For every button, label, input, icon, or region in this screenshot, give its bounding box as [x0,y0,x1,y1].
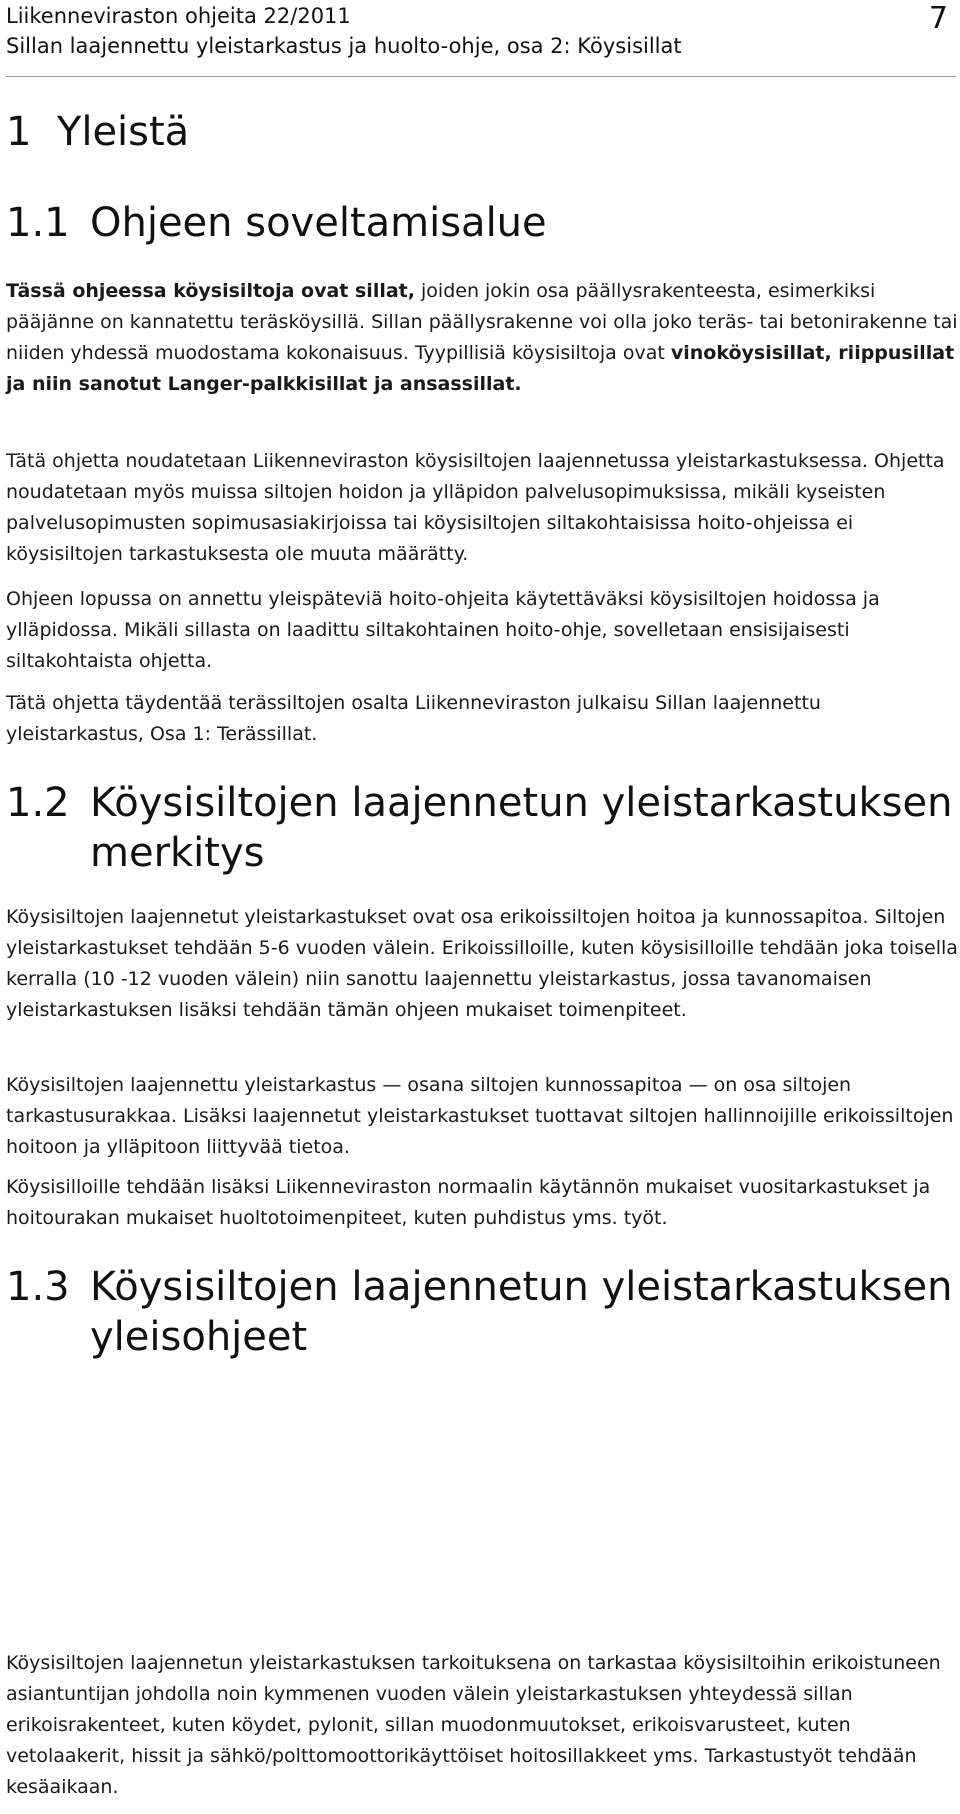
chapter-heading [6,108,189,156]
page-number: 7 [928,1,948,36]
section-1-3-title-line-2: yleisohjeet [90,1314,308,1360]
section-1-2-heading [6,778,956,878]
section-1-1-paragraph-2: Tätä ohjetta noudatetaan Liikenneviraston köysisiltojen laajennetussa yleistarkastuksessa. Ohjetta noudatetaan myös muissa siltojen hoidon ja ylläpidon palvelusopimuksissa, mikäli kyseisten palvelusopimusten sopimusasiakirjoissa tai köysisiltojen siltakohtaisissa hoito-ohjeissa ei köysisiltojen tarkastuksesta ole muuta määrätty. [6,450,945,565]
scope-definition-text: joiden jokin osa päällysrakenteesta, esimerkiksi pääjänne on kannatettu teräsköysillä. Sillan päällysrakenne voi olla joko teräs- tai betonirakenne tai niiden yhdessä muodostama kokonaisuus. Tyypillisiä köysisiltoja ovat [6,280,958,364]
section-1-2-paragraph-2: Köysisiltojen laajennettu yleistarkastus — osana siltojen kunnossapitoa — on osa siltojen tarkastusurakkaa. Lisäksi laajennetut yleistarkastukset tuottavat siltojen hallinnoijille erikoissiltojen hoitoon ja ylläpitoon liittyvää tietoa. [6,1074,954,1158]
section-1-2-title-line-2: merkitys [90,830,265,876]
section-1-2-title-line-1: Köysisiltojen laajennetun yleistarkastuksen [90,780,953,826]
section-1-1-paragraph-3: Ohjeen lopussa on annettu yleispäteviä hoito-ohjeita käytettäväksi köysisiltojen hoidossa ja ylläpidossa. Mikäli sillasta on laadittu siltakohtainen hoito-ohje, sovelletaan ensisijaisesti siltakohtaista ohjetta. [6,588,880,672]
publication-title: Liikenneviraston ohjeita 22/2011 [6,4,351,28]
section-1-3-paragraph-1: Köysisiltojen laajennetun yleistarkastuksen tarkoituksena on tarkastaa köysisiltoihin erikoistuneen asiantuntijan johdolla noin kymmenen vuoden välein yleistarkastuksen yhteydessä sillan erikoisrakenteet, kuten köydet, pylonit, sillan muodonmuutokset, erikoisvarusteet, kuten vetolaakerit, hissit ja sähkö/polttomoottorikäyttöiset hoitosillakkeet yms. Tarkastustyöt tehdään kesäaikaan. [6,1652,941,1798]
section-1-1-title: Ohjeen soveltamisalue [90,200,547,246]
section-1-3-number: 1.3 [6,1264,70,1310]
chapter-number: 1 [6,109,32,155]
page-header [6,0,956,82]
bridge-types-bold: vinoköysisillat, riippusillat ja niin sanotut Langer-palkkisillat ja ansassillat. [6,342,955,395]
chapter-title: Yleistä [56,109,190,155]
document-subtitle: Sillan laajennettu yleistarkastus ja huolto-ohje, osa 2: Köysisillat [6,34,682,58]
section-1-2-paragraph-3: Köysisilloille tehdään lisäksi Liikenneviraston normaalin käytännön mukaiset vuositarkastukset ja hoitourakan mukaiset huoltotoimenpiteet, kuten puhdistus yms. työt. [6,1176,931,1229]
section-1-1-heading [6,198,956,248]
header-divider [6,76,956,77]
section-1-2-number: 1.2 [6,780,70,826]
section-1-2-paragraph-1: Köysisiltojen laajennetut yleistarkastukset ovat osa erikoissiltojen hoitoa ja kunnossapitoa. Siltojen yleistarkastukset tehdään 5-6 vuoden välein. Erikoissilloille, kuten köysisilloille tehdään joka toisella kerralla (10 -12 vuoden välein) niin sanottu laajennettu yleistarkastus, jossa tavanomaisen yleistarkastuksen lisäksi tehdään tämän ohjeen mukaiset toimenpiteet. [6,906,958,1021]
section-1-3-title-line-1: Köysisiltojen laajennetun yleistarkastuksen [90,1264,953,1310]
section-1-1-paragraph-1 [6,276,958,400]
section-1-1-number: 1.1 [6,200,70,246]
scope-definition-bold: Tässä ohjeessa köysisiltoja ovat sillat, [6,280,415,302]
section-1-1-paragraph-4: Tätä ohjetta täydentää terässiltojen osalta Liikenneviraston julkaisu Sillan laajennettu yleistarkastus, Osa 1: Terässillat. [6,692,821,745]
section-1-3-heading [6,1262,956,1362]
